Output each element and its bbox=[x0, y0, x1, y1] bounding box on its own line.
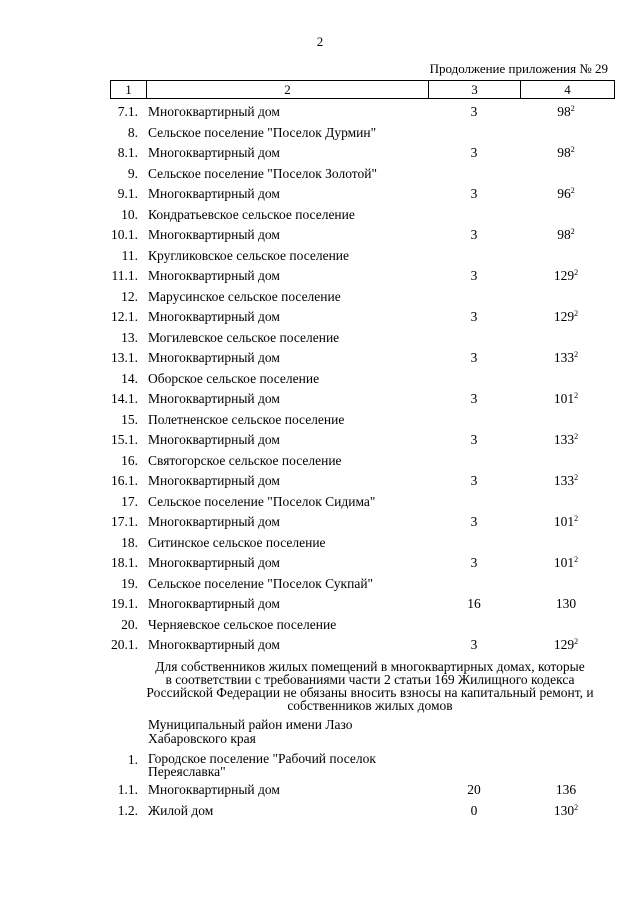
row-col4-number: 98 bbox=[557, 104, 571, 119]
row-number: 20. bbox=[121, 616, 138, 632]
table-row bbox=[0, 350, 640, 371]
note-line: собственников жилых домов bbox=[287, 698, 453, 713]
row-number: 16.1. bbox=[111, 473, 138, 488]
row-col4-footnote-mark: 2 bbox=[574, 637, 579, 646]
row-name: Многоквартирный дом bbox=[148, 268, 280, 283]
row-number: 18.1. bbox=[111, 555, 138, 570]
row-number: 11.1. bbox=[111, 268, 138, 283]
row-name: Сельское поселение "Поселок Сидима" bbox=[148, 493, 376, 509]
row-number: 10. bbox=[121, 206, 138, 222]
row-name: Многоквартирный дом bbox=[148, 186, 280, 201]
row-col3-value: 3 bbox=[470, 637, 478, 652]
row-col4-footnote-mark: 2 bbox=[570, 145, 575, 154]
row-col4-number: 136 bbox=[555, 782, 577, 797]
row-col4-number: 133 bbox=[553, 350, 575, 365]
row-name: Многоквартирный дом bbox=[148, 391, 280, 406]
table-row bbox=[0, 186, 640, 207]
table-row bbox=[0, 371, 640, 392]
column-header-3: 3 bbox=[429, 81, 521, 99]
table-row bbox=[0, 535, 640, 556]
table-body bbox=[0, 104, 640, 658]
row-number: 11. bbox=[121, 247, 138, 263]
row-col4-value bbox=[518, 391, 614, 407]
note-line: Российской Федерации не обязаны вносить взносы на капитальный ремонт, и bbox=[146, 685, 594, 700]
row-col4-footnote-mark: 2 bbox=[574, 555, 579, 564]
row-name: Многоквартирный дом bbox=[148, 104, 280, 119]
row-number: 7.1. bbox=[117, 104, 138, 119]
row-col4-value bbox=[518, 637, 614, 653]
row-name: Святогорское сельское поселение bbox=[148, 452, 342, 468]
row-col4-footnote-mark: 2 bbox=[574, 514, 579, 523]
table-row bbox=[0, 473, 640, 494]
row-name: Могилевское сельское поселение bbox=[148, 329, 340, 345]
row-col4-number: 130 bbox=[553, 803, 575, 818]
row-col4-value bbox=[518, 803, 614, 819]
row-name: Многоквартирный дом bbox=[148, 555, 280, 570]
row-col3-value: 0 bbox=[470, 803, 478, 818]
row-number: 19. bbox=[121, 575, 138, 591]
row-col4-number: 98 bbox=[557, 145, 571, 160]
row-name: Многоквартирный дом bbox=[148, 227, 280, 242]
row-col4-value bbox=[518, 186, 614, 202]
row-number: 14. bbox=[121, 370, 138, 386]
row-col3-value: 3 bbox=[470, 104, 478, 119]
row-col3-value: 3 bbox=[470, 350, 478, 365]
row-name: Сельское поселение "Поселок Золотой" bbox=[148, 165, 377, 181]
row-name: Многоквартирный дом bbox=[148, 637, 280, 652]
table-row bbox=[0, 453, 640, 474]
row-name: Полетненское сельское поселение bbox=[148, 411, 345, 427]
row-col3-value: 20 bbox=[467, 782, 481, 797]
column-header-4: 4 bbox=[521, 81, 615, 99]
row-col4-number: 129 bbox=[553, 309, 575, 324]
table-row bbox=[0, 145, 640, 166]
row-name: Многоквартирный дом bbox=[148, 309, 280, 324]
row-col4-number: 133 bbox=[553, 473, 575, 488]
row-col3-value: 3 bbox=[470, 145, 478, 160]
table-row bbox=[0, 125, 640, 146]
row-col4-value bbox=[518, 309, 614, 325]
table-row bbox=[0, 289, 640, 310]
table-row bbox=[0, 617, 640, 638]
row-number: 14.1. bbox=[111, 391, 138, 406]
row-number: 17. bbox=[121, 493, 138, 509]
settlement-name-line: Городское поселение "Рабочий поселок bbox=[148, 751, 376, 766]
column-header-1: 1 bbox=[111, 81, 147, 99]
table-row bbox=[0, 494, 640, 515]
row-col3-value: 3 bbox=[470, 555, 478, 570]
row-col4-number: 130 bbox=[555, 596, 577, 611]
row-number: 17.1. bbox=[111, 514, 138, 529]
page-number: 2 bbox=[316, 34, 324, 49]
row-number: 12.1. bbox=[111, 309, 138, 324]
row-col4-value bbox=[518, 473, 614, 489]
row-col4-footnote-mark: 2 bbox=[574, 473, 579, 482]
table-row bbox=[0, 576, 640, 597]
row-name: Кондратьевское сельское поселение bbox=[148, 206, 355, 222]
table-row bbox=[0, 248, 640, 269]
row-col4-value bbox=[518, 782, 614, 798]
row-col4-footnote-mark: 2 bbox=[570, 186, 575, 195]
row-number: 1.2. bbox=[117, 803, 138, 818]
table-row bbox=[0, 330, 640, 351]
table-row bbox=[0, 782, 640, 803]
row-col4-number: 101 bbox=[553, 514, 575, 529]
row-col4-footnote-mark: 2 bbox=[574, 309, 579, 318]
row-number: 13. bbox=[121, 329, 138, 345]
row-col4-footnote-mark: 2 bbox=[574, 391, 579, 400]
district-name-line: Муниципальный район имени Лазо bbox=[148, 717, 353, 732]
row-name: Оборское сельское поселение bbox=[148, 370, 320, 386]
table-row bbox=[0, 268, 640, 289]
column-header-table bbox=[110, 80, 615, 99]
row-col3-value: 3 bbox=[470, 514, 478, 529]
appendix-continuation-label: Продолжение приложения № 29 bbox=[429, 61, 608, 76]
row-col3-value: 3 bbox=[470, 391, 478, 406]
table-row bbox=[0, 227, 640, 248]
table-row bbox=[0, 514, 640, 535]
row-number: 18. bbox=[121, 534, 138, 550]
row-name: Многоквартирный дом bbox=[148, 432, 280, 447]
row-number: 12. bbox=[121, 288, 138, 304]
row-number: 9. bbox=[127, 165, 138, 181]
table-row bbox=[0, 309, 640, 330]
row-col4-footnote-mark: 2 bbox=[574, 350, 579, 359]
row-col4-value bbox=[518, 350, 614, 366]
row-col4-value bbox=[518, 268, 614, 284]
table-row bbox=[0, 432, 640, 453]
row-col4-value bbox=[518, 555, 614, 571]
row-col3-value: 16 bbox=[467, 596, 481, 611]
row-col4-number: 101 bbox=[553, 555, 575, 570]
row-col3-value: 3 bbox=[470, 309, 478, 324]
row-col4-value bbox=[518, 227, 614, 243]
row-number: 8.1. bbox=[117, 145, 138, 160]
column-header-2: 2 bbox=[147, 81, 429, 99]
row-col3-value: 3 bbox=[470, 268, 478, 283]
table-row bbox=[0, 555, 640, 576]
table-row bbox=[0, 391, 640, 412]
table-row bbox=[0, 596, 640, 617]
row-col3-value: 3 bbox=[470, 432, 478, 447]
note-line: в соответствии с требованиями части 2 статьи 169 Жилищного кодекса bbox=[165, 672, 575, 687]
table-row bbox=[0, 803, 640, 824]
row-name: Многоквартирный дом bbox=[148, 350, 280, 365]
row-number: 8. bbox=[127, 124, 138, 140]
row-col4-value bbox=[518, 104, 614, 120]
table-row bbox=[0, 104, 640, 125]
row-number: 1.1. bbox=[117, 782, 138, 797]
row-number: 13.1. bbox=[111, 350, 138, 365]
row-col4-footnote-mark: 2 bbox=[570, 227, 575, 236]
row-name: Жилой дом bbox=[148, 803, 214, 818]
row-col4-footnote-mark: 2 bbox=[574, 432, 579, 441]
district-name-line: Хабаровского края bbox=[148, 731, 256, 746]
table-row bbox=[0, 207, 640, 228]
row-col4-value bbox=[518, 514, 614, 530]
row-col4-number: 96 bbox=[557, 186, 571, 201]
row-number: 16. bbox=[121, 452, 138, 468]
table-row bbox=[0, 412, 640, 433]
row-col3-value: 3 bbox=[470, 227, 478, 242]
row-col3-value: 3 bbox=[470, 186, 478, 201]
row-name: Многоквартирный дом bbox=[148, 514, 280, 529]
row-name: Сельское поселение "Поселок Дурмин" bbox=[148, 124, 377, 140]
row-number: 19.1. bbox=[111, 596, 138, 611]
district-rows bbox=[0, 782, 640, 824]
row-col4-number: 101 bbox=[553, 391, 575, 406]
row-number: 20.1. bbox=[111, 637, 138, 652]
row-name: Сельское поселение "Поселок Сукпай" bbox=[148, 575, 374, 591]
settlement-name-line: Переяславка" bbox=[148, 764, 226, 779]
row-col3-value: 3 bbox=[470, 473, 478, 488]
row-name: Многоквартирный дом bbox=[148, 596, 280, 611]
row-col4-number: 129 bbox=[553, 268, 575, 283]
row-col4-value bbox=[518, 145, 614, 161]
table-row bbox=[0, 637, 640, 658]
row-name: Черняевское сельское поселение bbox=[148, 616, 337, 632]
section-note bbox=[100, 660, 640, 712]
row-col4-number: 129 bbox=[553, 637, 575, 652]
row-number: 15.1. bbox=[111, 432, 138, 447]
row-col4-number: 133 bbox=[553, 432, 575, 447]
note-line: Для собственников жилых помещений в многоквартирных домах, которые bbox=[155, 659, 585, 674]
row-col4-value bbox=[518, 596, 614, 612]
row-col4-number: 98 bbox=[557, 227, 571, 242]
row-col4-value bbox=[518, 432, 614, 448]
row-col4-footnote-mark: 2 bbox=[570, 104, 575, 113]
table-row bbox=[0, 166, 640, 187]
row-number: 9.1. bbox=[117, 186, 138, 201]
row-col4-footnote-mark: 2 bbox=[574, 268, 579, 277]
row-name: Кругликовское сельское поселение bbox=[148, 247, 350, 263]
row-name: Марусинское сельское поселение bbox=[148, 288, 341, 304]
row-name: Многоквартирный дом bbox=[148, 145, 280, 160]
row-number: 1. bbox=[127, 752, 138, 767]
row-number: 10.1. bbox=[111, 227, 138, 242]
row-col4-footnote-mark: 2 bbox=[574, 803, 579, 812]
row-number: 15. bbox=[121, 411, 138, 427]
row-name: Многоквартирный дом bbox=[148, 782, 280, 797]
row-name: Ситинское сельское поселение bbox=[148, 534, 326, 550]
row-name: Многоквартирный дом bbox=[148, 473, 280, 488]
